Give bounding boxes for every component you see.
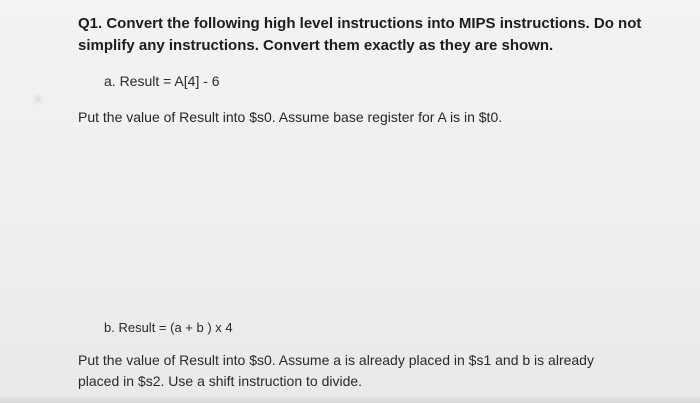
page-smudge: [32, 93, 44, 105]
page-bottom-edge: [0, 395, 700, 403]
part-a-expression: a. Result = A[4] - 6: [104, 73, 220, 89]
part-a-instruction: Put the value of Result into $s0. Assume base register for A is in $t0.: [78, 109, 503, 125]
part-b-instruction: Put the value of Result into $s0. Assume a is already placed in $s1 and b is already placed in $s2. Use a shift instruction to divide.: [78, 352, 594, 389]
part-b-expression: b. Result = (a + b ) x 4: [104, 320, 233, 335]
question-title: Q1. Convert the following high level instructions into MIPS instructions. Do not simplify any instructions. Convert them exactly as they are shown.: [78, 15, 642, 54]
